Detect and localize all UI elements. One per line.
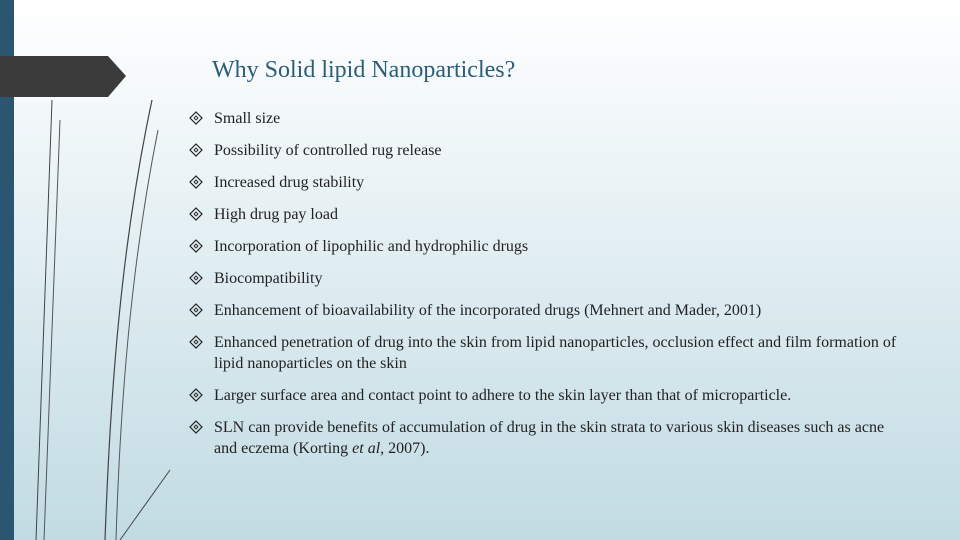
decorative-curve: [116, 130, 158, 540]
title-arrow-shape: [0, 56, 126, 97]
diamond-outline-icon: [188, 270, 204, 286]
bullet-text-segment: Increased drug stability: [214, 174, 365, 191]
diamond-outline-icon: [188, 387, 204, 403]
bullet-item: [188, 332, 908, 374]
bullet-text-segment: Enhanced penetration of drug into the skin from lipid nanoparticles, occlusion effect and film formation of lipid nanoparticles on the skin: [214, 334, 897, 372]
decorative-line: [120, 470, 170, 540]
bullet-item: [188, 236, 908, 257]
bullet-text-segment: Incorporation of lipophilic and hydrophilic drugs: [214, 238, 529, 255]
diamond-outline-icon: [188, 174, 204, 190]
diamond-outline-icon: [188, 206, 204, 222]
bullet-text-segment: Possibility of controlled rug release: [214, 142, 442, 159]
bullet-text-segment: SLN can provide benefits of accumulation of drug in the skin strata to various skin diseases such as acne and eczema (Korting: [214, 419, 885, 457]
bullet-text-segment: Enhancement of bioavailability of the incorporated drugs (Mehnert and Mader, 2001): [214, 302, 762, 319]
bullet-text: [214, 419, 884, 457]
bullet-text-segment: High drug pay load: [214, 206, 338, 223]
decorative-line: [36, 100, 52, 540]
diamond-outline-icon: [188, 142, 204, 158]
bullet-list: [188, 108, 908, 459]
decorative-line: [44, 120, 60, 540]
bullet-text: [214, 238, 528, 255]
decorative-curve: [105, 100, 152, 540]
bullet-text: [214, 206, 338, 223]
bullet-text-segment: Larger surface area and contact point to adhere to the skin layer than that of microparticle.: [214, 387, 792, 404]
diamond-outline-icon: [188, 238, 204, 254]
diamond-outline-icon: [188, 419, 204, 435]
bullet-item: [188, 108, 908, 129]
bullet-text: [214, 302, 761, 319]
bullet-item: [188, 385, 908, 406]
bullet-text: [214, 387, 791, 404]
bullet-text: [214, 334, 896, 372]
citation-italic-text: et al,: [352, 440, 385, 457]
bullet-text-segment: 2007).: [384, 440, 430, 457]
bullet-item: [188, 172, 908, 193]
bullet-text-segment: Small size: [214, 110, 281, 127]
left-accent-strip: [0, 0, 14, 540]
diamond-outline-icon: [188, 110, 204, 126]
bullet-text: [214, 142, 442, 159]
diamond-outline-icon: [188, 334, 204, 350]
bullet-text: [214, 174, 364, 191]
bullet-text-segment: Biocompatibility: [214, 270, 323, 287]
bullet-text: [214, 270, 322, 287]
bullet-item: [188, 268, 908, 289]
bullet-item: [188, 300, 908, 321]
bullet-item: [188, 204, 908, 225]
bullet-item: [188, 140, 908, 161]
bullet-text: [214, 110, 280, 127]
slide-title: Why Solid lipid Nanoparticles?: [212, 57, 516, 83]
bullet-item: [188, 417, 908, 459]
diamond-outline-icon: [188, 302, 204, 318]
